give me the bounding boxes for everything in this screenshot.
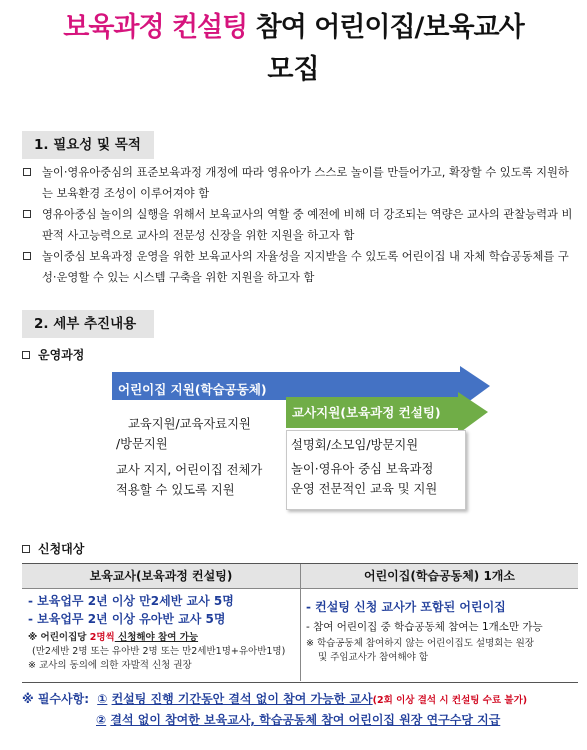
title-highlight: 보육과정 컨설팅 — [63, 12, 248, 43]
checkbox-square-icon — [23, 168, 31, 176]
table-column-divider — [300, 564, 301, 681]
table-cell-school: - 컨설팅 신청 교사가 포함된 어린이집 - 참여 어린이집 중 학습공동체 참여는 1개소만 가능 ※ 학습공동체 참여하지 않는 어린이집도 설명회는 원장 및 주임교사가 참여해야 함 — [306, 600, 543, 663]
title-line-2: 모집 — [267, 54, 320, 85]
section-2-header: 2. 세부 추진내용 — [22, 310, 154, 338]
table-header-school: 어린이집(학습공동체) 1개소 — [301, 564, 578, 588]
section-1-bullets — [22, 162, 578, 288]
checkbox-square-icon — [22, 545, 30, 553]
process-heading: 운영과정 — [22, 346, 84, 363]
footer-required-2: ② 결석 없이 참여한 보육교사, 학습공동체 참여 어린이집 원장 연구수당 지급 — [96, 713, 501, 727]
table-note: ※ 어린이집당 2명씩 신청해야 참여 가능 — [28, 632, 199, 643]
table-cell-teacher: - 보육업무 2년 이상 만2세반 교사 5명 - 보육업무 2년 이상 유아반 교사 5명 ※ 어린이집당 2명씩 신청해야 참여 가능 (만2세반 2명 또는 유아반 2명 또는 만2세반1명+유아반1명) ※ 교사의 동의에 의한 자발적 신청 권장 — [28, 592, 296, 673]
bullet-item: 영유아중심 놀이의 실행을 위해서 보육교사의 역할 중 예전에 비해 더 강조되는 역량은 교사의 관찰능력과 비판적 사고능력으로 교사의 전문성 신장을 위한 지원을 하고자 함 — [22, 204, 578, 246]
arrow-1-label: 어린이집 지원(학습공동체) — [118, 382, 267, 397]
table-header-teacher: 보육교사(보육과정 컨설팅) — [22, 564, 300, 588]
checkbox-square-icon — [23, 252, 31, 260]
target-heading: 신청대상 — [22, 540, 84, 557]
target-table — [22, 563, 578, 683]
school-support-box: 교육지원/교육자료지원 /방문지원 교사 지지, 어린이집 전체가 적용할 수 있도록 지원 — [112, 410, 286, 510]
bullet-item: 놀이중심 보육과정 운영을 위한 보육교사의 자율성을 지지받을 수 있도록 어린이집 내 자체 학습공동체를 구성·운영할 수 있는 시스템 구축을 위한 지원을 하고자 함 — [22, 246, 578, 288]
title-line-1 — [0, 10, 587, 46]
arrow-2-label: 교사지원(보육과정 컨설팅) — [292, 405, 441, 420]
footer-label: ※ 필수사항: — [22, 692, 90, 706]
section-1-header: 1. 필요성 및 목적 — [22, 131, 154, 159]
title-rest: 참여 어린이집/보육교사 — [255, 12, 524, 43]
page-title — [0, 10, 587, 90]
checkbox-square-icon — [22, 351, 30, 359]
footer-required-1: ※ 필수사항: ① 컨설팅 진행 기간동안 결석 없이 참여 가능한 교사(2회 이상 결석 시 컨설팅 수료 불가) — [22, 692, 528, 706]
checkbox-square-icon — [23, 210, 31, 218]
bullet-item: 놀이·영유아중심의 표준보육과정 개정에 따라 영유아가 스스로 놀이를 만들어가고, 확장할 수 있도록 지원하는 보육환경 조성이 이루어져야 함 — [22, 162, 578, 204]
teacher-support-box: 설명회/소모임/방문지원 놀이·영유아 중심 보육과정 운영 전문적인 교육 및 지원 — [286, 430, 466, 510]
